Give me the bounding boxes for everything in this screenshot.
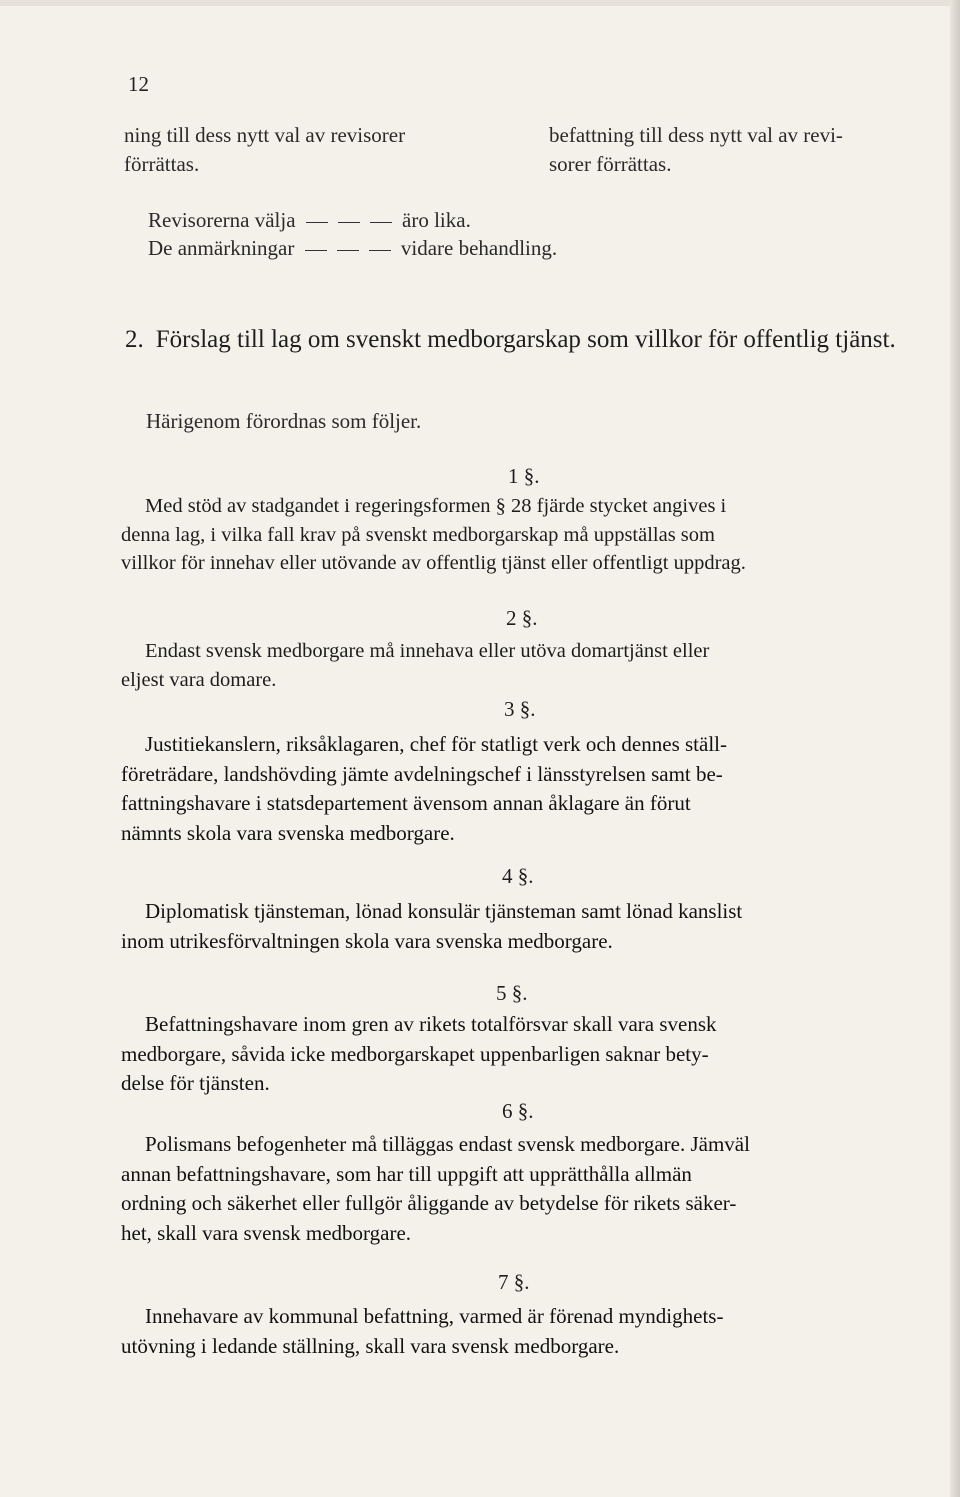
paragraph-line: ordning och säkerhet eller fullgör åliggande av betydelse för rikets säker- <box>121 1191 737 1215</box>
paragraph-line: Befattningshavare inom gren av rikets totalförsvar skall vara svensk <box>145 1012 717 1036</box>
reference-end: äro lika. <box>402 208 471 232</box>
dash-mark <box>369 250 391 251</box>
reference-end: vidare behandling. <box>400 236 558 260</box>
paragraph-number: 5 §. <box>496 981 528 1005</box>
paragraph-line: eljest vara domare. <box>121 668 277 691</box>
section-heading <box>125 324 940 356</box>
page-top-edge <box>0 0 960 6</box>
heading-number: 2. <box>125 326 144 353</box>
paragraph-number: 2 §. <box>506 606 538 630</box>
page-right-edge <box>950 0 960 1497</box>
law-paragraph <box>121 1130 929 1248</box>
paragraph-line: Diplomatisk tjänsteman, lönad konsulär tjänsteman samt lönad kanslist <box>145 899 743 923</box>
paragraph-line: villkor för innehav eller utövande av offentlig tjänst eller offentligt uppdrag. <box>121 552 746 574</box>
paragraph-line: annan befattningshavare, som har till uppgift att upprätthålla allmän <box>121 1161 692 1186</box>
dash-mark <box>370 222 392 223</box>
dash-mark <box>306 222 328 223</box>
paragraph-line: medborgare, såvida icke medborgarskapet uppenbarligen saknar bety- <box>121 1041 709 1066</box>
paragraph-line: delse för tjänsten. <box>121 1071 270 1095</box>
paragraph-number: 3 §. <box>504 697 536 721</box>
dash-mark <box>338 222 360 223</box>
page-number: 12 <box>128 72 149 96</box>
paragraph-line: nämnts skola vara svenska medborgare. <box>121 820 455 845</box>
paragraph-line: företrädare, landshövding jämte avdelningschef i länsstyrelsen samt be- <box>121 761 723 786</box>
left-column-text <box>124 121 405 179</box>
paragraph-number: 7 §. <box>498 1270 530 1294</box>
reference-line <box>148 208 471 233</box>
paragraph-line: denna lag, i vilka fall krav på svenskt medborgarskap må uppställas som <box>121 523 715 546</box>
paragraph-line: inom utrikesförvaltningen skola vara svenska medborgare. <box>121 928 613 953</box>
paragraph-line: Endast svensk medborgare må innehava eller utöva domartjänst eller <box>145 640 710 662</box>
paragraph-number: 6 §. <box>502 1099 534 1123</box>
paragraph-line: utövning i ledande ställning, skall vara svensk medborgare. <box>121 1333 620 1358</box>
left-column-line: ning till dess nytt val av revisorer <box>124 123 406 147</box>
paragraph-number: 1 §. <box>508 464 540 488</box>
dash-mark <box>337 250 359 251</box>
intro-sentence: Härigenom förordnas som följer. <box>146 409 422 433</box>
right-column-line: befattning till dess nytt val av revi- <box>549 123 843 147</box>
reference-start: Revisorerna välja <box>148 208 296 232</box>
left-column-line: förrättas. <box>124 152 200 176</box>
paragraph-number: 4 §. <box>502 864 534 888</box>
law-paragraph <box>121 1010 929 1099</box>
law-paragraph <box>121 637 929 694</box>
heading-title: Förslag till lag om svenskt medborgarskap som villkor för offentlig tjänst. <box>155 326 896 353</box>
law-paragraph <box>121 492 929 578</box>
paragraph-line: het, skall vara svensk medborgare. <box>121 1220 412 1245</box>
reference-line <box>148 236 557 261</box>
paragraph-line: Innehavare av kommunal befattning, varmed är förenad myndighets- <box>145 1304 724 1328</box>
paragraph-line: Med stöd av stadgandet i regeringsformen § 28 fjärde stycket angives i <box>145 495 727 517</box>
law-paragraph <box>121 1302 929 1361</box>
paragraph-line: Polismans befogenheter må tilläggas endast svensk medborgare. Jämväl <box>145 1132 750 1156</box>
law-paragraph <box>121 730 929 848</box>
law-paragraph <box>121 897 929 956</box>
paragraph-line: Justitiekanslern, riksåklagaren, chef för statligt verk och dennes ställ- <box>145 732 727 756</box>
reference-start: De anmärkningar <box>148 236 295 260</box>
right-column-text <box>549 121 843 179</box>
right-column-line: sorer förrättas. <box>549 152 672 176</box>
dash-mark <box>305 250 327 251</box>
paragraph-line: fattningshavare i statsdepartement ävensom annan åklagare än förut <box>121 791 691 815</box>
